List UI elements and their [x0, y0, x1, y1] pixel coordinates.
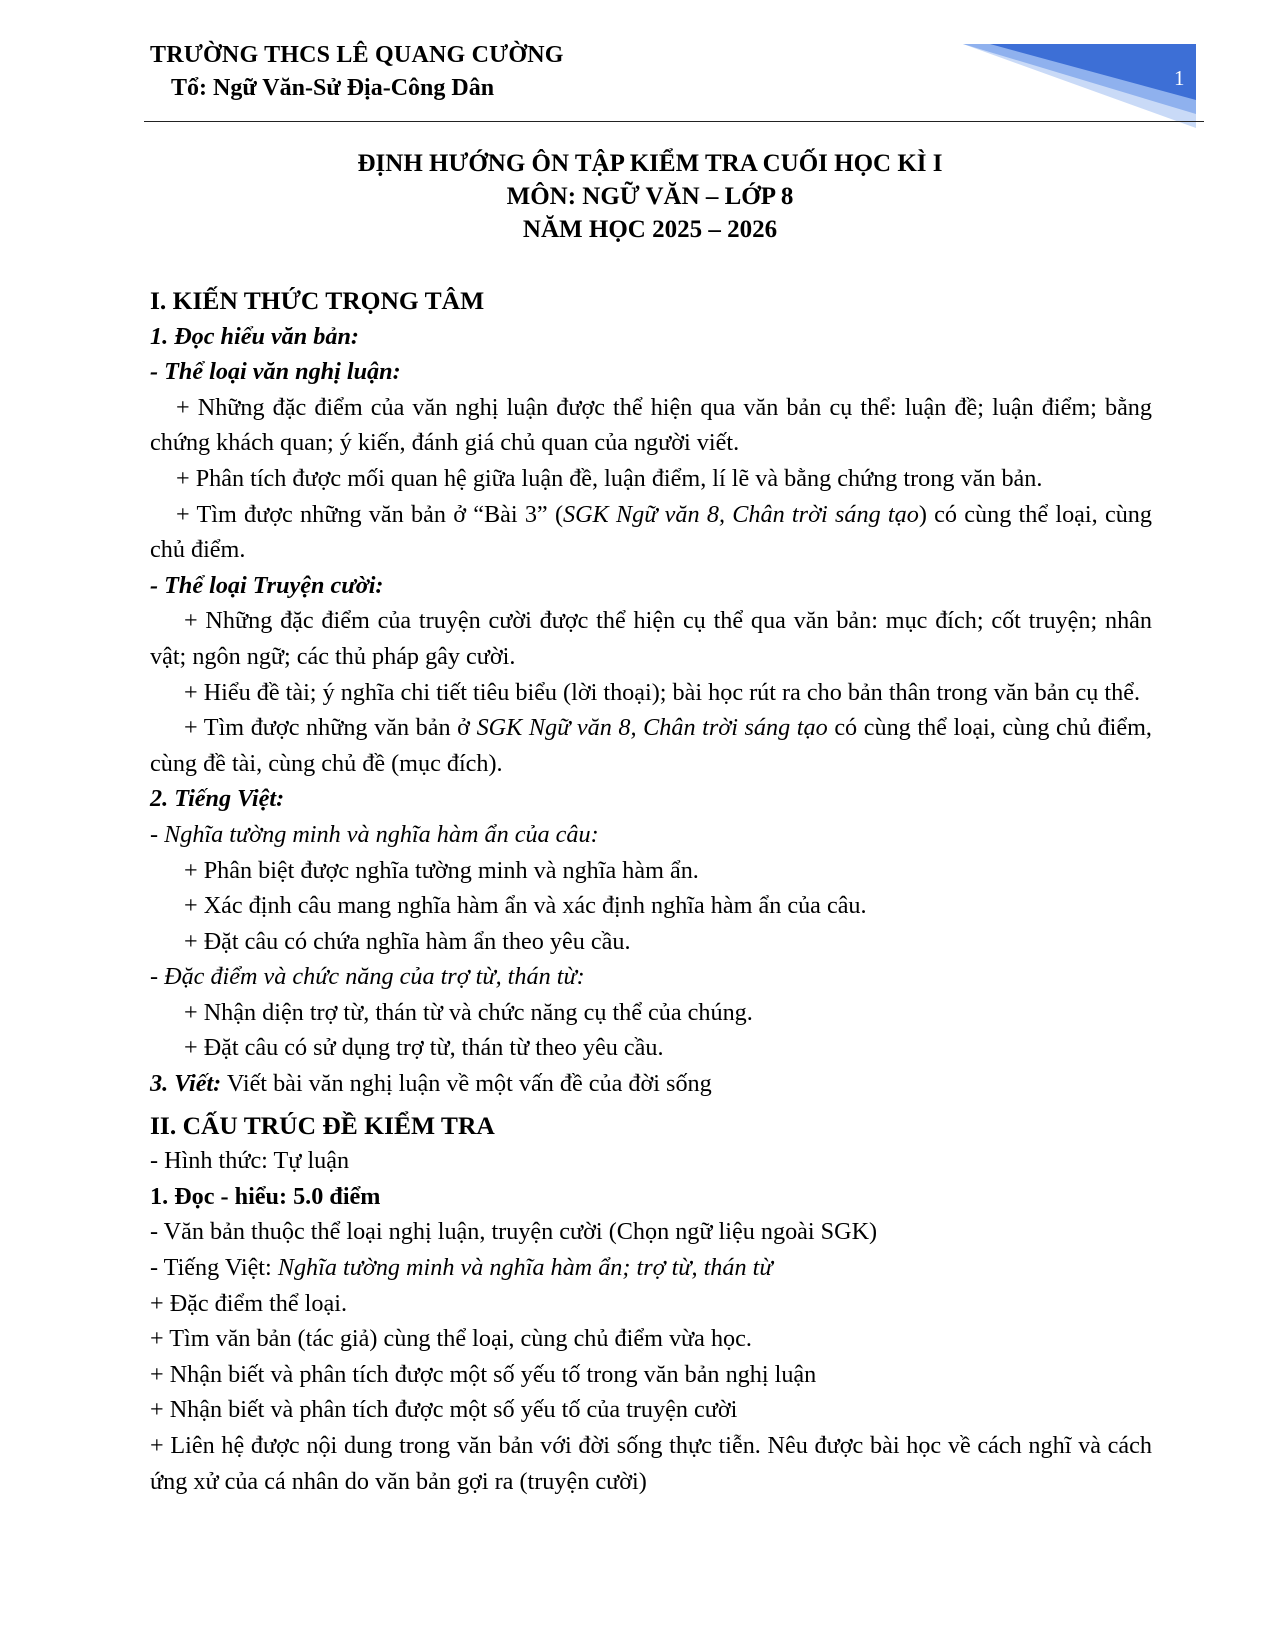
truyencuoi-bullet-2: + Hiểu đề tài; ý nghĩa chi tiết tiêu biểu (lời thoại); bài học rút ra cho bản thân trong văn bản cụ thể. — [184, 678, 1141, 706]
tiengviet-heading: 2. Tiếng Việt: — [150, 785, 285, 813]
exam-reading-heading: 1. Đọc - hiểu: 5.0 điểm — [150, 1182, 381, 1210]
textbook-name: SGK Ngữ văn 8, Chân trời sáng tạo — [476, 714, 828, 742]
exam-reading-line-4: + Tìm văn bản (tác giả) cùng thể loại, cùng chủ điểm vừa học. — [150, 1325, 752, 1353]
truyencuoi-bullet-3 — [150, 710, 1152, 781]
exam-reading-line-6: + Nhận biết và phân tích được một số yếu tố của truyện cười — [150, 1396, 738, 1424]
header-corner-decoration — [0, 0, 1275, 140]
trotu-bullet-1: + Nhận diện trợ từ, thán từ và chức năng cụ thể của chúng. — [184, 998, 753, 1026]
exam-reading-line-7: + Liên hệ được nội dung trong văn bản với đời sống thực tiễn. Nêu được bài học về cách nghĩ và cách ứng xử của cá nhân do văn bản gợi ra (truyện cười) — [150, 1432, 1152, 1495]
department-name: Tổ: Ngữ Văn-Sử Địa-Công Dân — [171, 75, 495, 101]
exam-reading-line-2 — [150, 1250, 1152, 1286]
nghiluan-bullet-2: + Phân tích được mối quan hệ giữa luận đề, luận điểm, lí lẽ và bằng chứng trong văn bản. — [176, 464, 1043, 492]
truyencuoi-bullet-3-post: có cùng thể loại, cùng chủ điểm, cùng đề tài, cùng chủ đề (mục đích). — [150, 714, 1152, 777]
truyencuoi-bullet-1: + Những đặc điểm của truyện cười được thể hiện cụ thể qua văn bản: mục đích; cốt truyện; nhân vật; ngôn ngữ; các thủ pháp gây cười. — [150, 607, 1152, 670]
exam-reading-line-2-ital: Nghĩa tường minh và nghĩa hàm ẩn; trợ từ, thán từ — [277, 1254, 773, 1282]
exam-reading-line-1: - Văn bản thuộc thể loại nghị luận, truyện cười (Chọn ngữ liệu ngoài SGK) — [150, 1218, 878, 1246]
exam-reading-line-2-pre: - Tiếng Việt: — [150, 1254, 278, 1282]
nghiluan-heading: - Thể loại văn nghị luận: — [150, 358, 401, 386]
trotu-bullet-2: + Đặt câu có sử dụng trợ từ, thán từ theo yêu cầu. — [184, 1034, 664, 1062]
nghia-heading: - Nghĩa tường minh và nghĩa hàm ẩn của câu: — [150, 820, 599, 848]
viet-line — [150, 1066, 1152, 1102]
exam-reading-line-3: + Đặc điểm thể loại. — [150, 1289, 347, 1317]
section-2-heading: II. CẤU TRÚC ĐỀ KIỂM TRA — [150, 1110, 495, 1140]
nghiluan-bullet-3-post: ) có cùng thể loại, cùng chủ điểm. — [150, 500, 1152, 564]
nghia-bullet-2: + Xác định câu mang nghĩa hàm ẩn và xác định nghĩa hàm ẩn của câu. — [184, 892, 867, 920]
nghiluan-bullet-3-pre: + Tìm được những văn bản ở “Bài 3” ( — [176, 500, 563, 528]
page-number: 1 — [1174, 66, 1185, 90]
nghiluan-bullet-3 — [150, 497, 1152, 568]
section-1-heading: I. KIẾN THỨC TRỌNG TÂM — [150, 286, 485, 315]
exam-form: - Hình thức: Tự luận — [150, 1147, 350, 1175]
title-line-1: ĐỊNH HƯỚNG ÔN TẬP KIỂM TRA CUỐI HỌC KÌ I — [357, 150, 943, 177]
nghiluan-bullet-1: + Những đặc điểm của văn nghị luận được thể hiện qua văn bản cụ thể: luận đề; luận điểm; bằng chứng khách quan; ý kiến, đánh giá chủ quan của người viết. — [150, 393, 1152, 457]
reading-heading: 1. Đọc hiểu văn bản: — [150, 322, 359, 350]
document-title — [0, 147, 1275, 246]
truyencuoi-heading: - Thể loại Truyện cười: — [150, 571, 384, 599]
title-line-2: MÔN: NGỮ VĂN – LỚP 8 — [506, 183, 794, 210]
school-name: TRƯỜNG THCS LÊ QUANG CƯỜNG — [150, 42, 564, 68]
truyencuoi-bullet-3-pre: + Tìm được những văn bản ở — [184, 714, 477, 742]
viet-text: Viết bài văn nghị luận về một vấn đề của đời sống — [221, 1070, 712, 1098]
exam-reading-line-5: + Nhận biết và phân tích được một số yếu tố trong văn bản nghị luận — [150, 1360, 817, 1388]
nghia-bullet-1: + Phân biệt được nghĩa tường minh và nghĩa hàm ẩn. — [184, 856, 699, 884]
title-line-3: NĂM HỌC 2025 – 2026 — [522, 216, 778, 243]
header-divider — [144, 121, 1204, 122]
document-body — [150, 283, 1152, 1499]
nghia-bullet-3: + Đặt câu có chứa nghĩa hàm ẩn theo yêu cầu. — [184, 927, 631, 955]
textbook-name: SGK Ngữ văn 8, Chân trời sáng tạo — [563, 500, 919, 528]
viet-label: 3. Viết: — [150, 1070, 222, 1098]
trotu-heading: - Đặc điểm và chức năng của trợ từ, thán từ: — [150, 963, 585, 991]
